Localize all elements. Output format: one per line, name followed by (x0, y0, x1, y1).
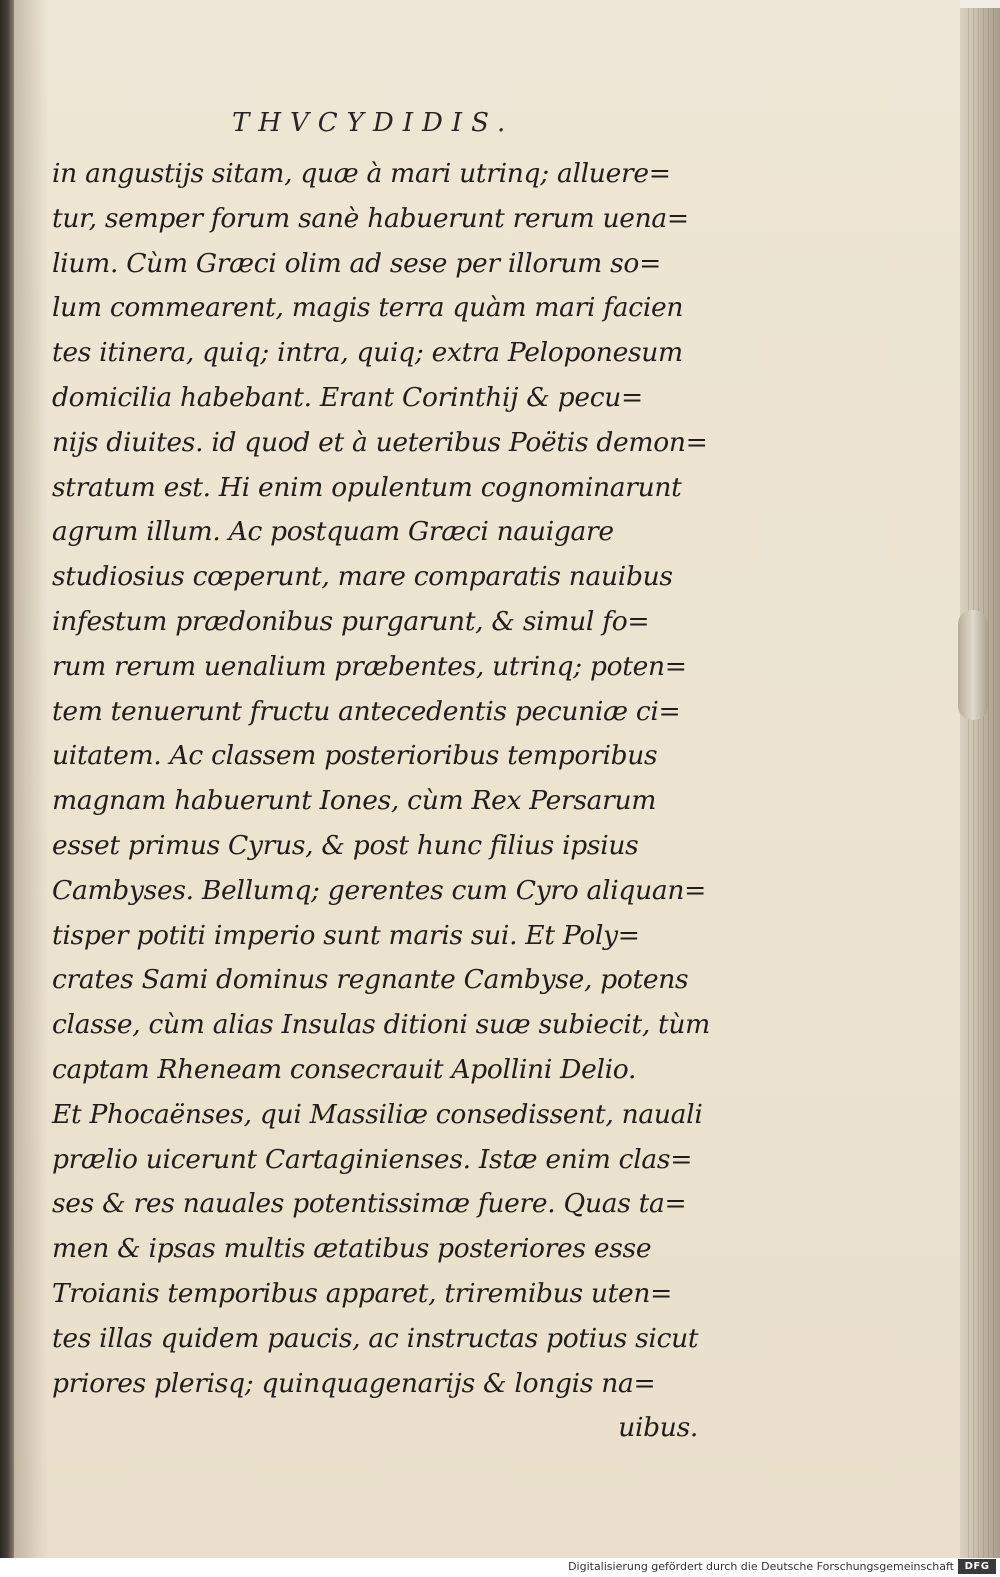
text-line: crates Sami dominus regnante Cambyse, potens (52, 964, 689, 996)
running-header: THVCYDIDIS. (232, 108, 515, 138)
text-line: tem tenuerunt fructu antecedentis pecuniæ ci= (52, 695, 681, 727)
book-binding-edge (0, 0, 14, 1558)
digitization-footer (0, 1558, 1000, 1577)
text-line: tes illas quidem paucis, ac instructas potius sicut (52, 1322, 699, 1354)
body-text (52, 152, 722, 1451)
text-line: classe, cùm alias Insulas ditioni suæ subiecit, tùm (52, 1009, 711, 1041)
text-line: captam Rheneam consecrauit Apollini Delio. (52, 1053, 637, 1085)
text-line: magnam habuerunt Iones, cùm Rex Persarum (52, 785, 657, 817)
text-line: Cambyses. Bellumq; gerentes cum Cyro aliquan= (52, 874, 707, 906)
text-line: tisper potiti imperio sunt maris sui. Et Poly= (52, 919, 640, 951)
text-line: domicilia habebant. Erant Corinthij & pecu= (52, 381, 643, 413)
text-line: priores plerisq; quinquagenarijs & longis na= (52, 1367, 656, 1399)
text-line: tes itinera, quiq; intra, quiq; extra Peloponesum (52, 337, 683, 369)
text-line: uitatem. Ac classem posterioribus temporibus (52, 740, 658, 772)
page-stack-lines (968, 8, 994, 1558)
catchword-line: uibus. (618, 1412, 698, 1444)
text-line: Et Phocaënses, qui Massiliæ consedissent, nauali (52, 1098, 703, 1130)
text-line: infestum prædonibus purgarunt, & simul fo= (52, 605, 650, 637)
text-line: esset primus Cyrus, & post hunc filius ipsius (52, 829, 639, 861)
binding-shadow (14, 0, 48, 1558)
text-line: lum commearent, magis terra quàm mari facien (52, 292, 684, 324)
text-line: stratum est. Hi enim opulentum cognominarunt (52, 471, 682, 503)
text-line: rum rerum uenalium præbentes, utrinq; poten= (52, 650, 687, 682)
text-line: agrum illum. Ac postquam Græci nauigare (52, 516, 614, 548)
text-line: Troianis temporibus apparet, triremibus uten= (52, 1277, 673, 1309)
text-line: studiosius cœperunt, mare comparatis nauibus (52, 561, 673, 593)
dfg-logo: DFG (958, 1559, 996, 1574)
text-line: tur, semper forum sanè habuerunt rerum uena= (52, 202, 689, 234)
text-line: men & ipsas multis ætatibus posteriores esse (52, 1233, 652, 1265)
text-line: lium. Cùm Græci olim ad sese per illorum so= (52, 247, 661, 279)
book-clasp (958, 610, 988, 720)
text-line: ses & res nauales potentissimæ fuere. Quas ta= (52, 1188, 687, 1220)
text-line: nijs diuites. id quod et à ueteribus Poëtis demon= (52, 426, 708, 458)
funding-credit: Digitalisierung gefördert durch die Deutsche Forschungsgemeinschaft (568, 1560, 954, 1573)
text-line: prælio uicerunt Cartaginienses. Istæ enim clas= (52, 1143, 693, 1175)
text-line: in angustijs sitam, quæ à mari utrinq; alluere= (52, 158, 671, 189)
